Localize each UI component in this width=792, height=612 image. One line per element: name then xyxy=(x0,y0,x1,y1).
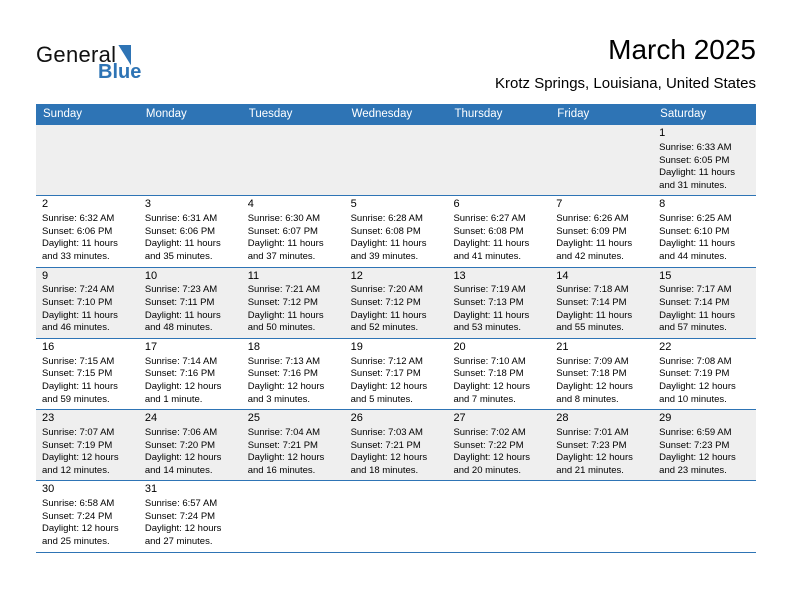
day-number: 31 xyxy=(144,483,158,496)
day-number: 5 xyxy=(350,198,357,211)
sunrise-text: Sunrise: 6:27 AM xyxy=(453,213,526,225)
sunset-text: Sunset: 7:23 PM xyxy=(556,439,627,451)
daylight-text-line1: Daylight: 12 hours xyxy=(247,452,325,464)
sunrise-text: Sunrise: 7:19 AM xyxy=(453,284,526,296)
daylight-text-line2: and 23 minutes. xyxy=(659,464,727,476)
day-number: 9 xyxy=(42,269,49,282)
daylight-text-line2: and 52 minutes. xyxy=(350,322,419,334)
day-cell-8 xyxy=(653,196,756,266)
day-cell-empty xyxy=(550,125,653,195)
day-cell-11 xyxy=(242,268,345,338)
daylight-text-line1: Daylight: 12 hours xyxy=(556,380,633,392)
daylight-text-line1: Daylight: 11 hours xyxy=(659,167,736,179)
day-number: 30 xyxy=(42,483,55,496)
day-cell-13 xyxy=(447,268,550,338)
sunset-text: Sunset: 7:18 PM xyxy=(556,368,627,380)
sunset-text: Sunset: 7:14 PM xyxy=(659,297,730,309)
daylight-text-line1: Daylight: 11 hours xyxy=(556,238,633,250)
day-cell-14 xyxy=(550,268,653,338)
sunset-text: Sunset: 6:05 PM xyxy=(659,154,730,166)
daylight-text-line2: and 48 minutes. xyxy=(144,322,213,334)
sunset-text: Sunset: 7:17 PM xyxy=(350,368,421,380)
day-cell-12 xyxy=(345,268,448,338)
day-cell-4 xyxy=(242,196,345,266)
sunset-text: Sunset: 7:23 PM xyxy=(659,439,730,451)
weekday-header-monday: Monday xyxy=(145,108,187,121)
daylight-text-line1: Daylight: 11 hours xyxy=(144,238,221,250)
weekday-header-thursday: Thursday xyxy=(454,108,503,121)
week-row-4 xyxy=(36,339,756,410)
daylight-text-line1: Daylight: 11 hours xyxy=(453,309,530,321)
daylight-text-line1: Daylight: 12 hours xyxy=(42,523,119,535)
sunrise-text: Sunrise: 7:23 AM xyxy=(144,284,218,296)
daylight-text-line2: and 7 minutes. xyxy=(453,393,516,405)
daylight-text-line2: and 42 minutes. xyxy=(556,251,624,263)
daylight-text-line1: Daylight: 12 hours xyxy=(144,452,222,464)
daylight-text-line2: and 41 minutes. xyxy=(453,251,522,263)
daylight-text-line2: and 53 minutes. xyxy=(453,322,522,334)
sunrise-text: Sunrise: 7:03 AM xyxy=(350,426,423,438)
day-cell-26 xyxy=(345,410,448,480)
daylight-text-line2: and 18 minutes. xyxy=(350,464,419,476)
daylight-text-line1: Daylight: 12 hours xyxy=(42,452,119,464)
day-cell-28 xyxy=(550,410,653,480)
daylight-text-line1: Daylight: 12 hours xyxy=(247,380,325,392)
sunset-text: Sunset: 7:13 PM xyxy=(453,297,524,309)
day-cell-empty xyxy=(447,481,550,551)
day-number: 28 xyxy=(556,412,569,425)
sunset-text: Sunset: 6:10 PM xyxy=(659,225,730,237)
logo-text-general: General xyxy=(36,42,117,67)
weekday-header-sunday: Sunday xyxy=(43,108,83,121)
daylight-text-line1: Daylight: 11 hours xyxy=(42,309,118,321)
day-cell-empty xyxy=(550,481,653,551)
day-number: 14 xyxy=(556,269,569,282)
day-number: 11 xyxy=(247,269,260,282)
day-cell-20 xyxy=(447,339,550,409)
daylight-text-line1: Daylight: 12 hours xyxy=(350,452,428,464)
day-number: 22 xyxy=(659,340,672,353)
daylight-text-line1: Daylight: 11 hours xyxy=(556,309,633,321)
sunset-text: Sunset: 7:16 PM xyxy=(247,368,318,380)
sunrise-text: Sunrise: 6:58 AM xyxy=(42,498,115,510)
sunrise-text: Sunrise: 6:33 AM xyxy=(659,141,732,153)
daylight-text-line1: Daylight: 12 hours xyxy=(453,452,531,464)
week-row-3 xyxy=(36,268,756,339)
sunset-text: Sunset: 7:15 PM xyxy=(42,368,113,380)
sunset-text: Sunset: 6:08 PM xyxy=(453,225,524,237)
day-number: 1 xyxy=(659,127,666,140)
sunset-text: Sunset: 6:06 PM xyxy=(144,225,216,237)
day-cell-15 xyxy=(653,268,756,338)
daylight-text-line2: and 46 minutes. xyxy=(42,322,110,334)
daylight-text-line1: Daylight: 12 hours xyxy=(659,380,736,392)
day-number: 6 xyxy=(453,198,460,211)
day-number: 3 xyxy=(144,198,151,211)
weekday-header-row xyxy=(36,104,756,125)
sunrise-text: Sunrise: 7:06 AM xyxy=(144,426,218,438)
day-cell-16 xyxy=(36,339,139,409)
sunset-text: Sunset: 6:06 PM xyxy=(42,225,113,237)
sunset-text: Sunset: 7:12 PM xyxy=(247,297,318,309)
sunrise-text: Sunrise: 7:09 AM xyxy=(556,355,629,367)
weekday-header-wednesday: Wednesday xyxy=(351,108,413,121)
sunrise-text: Sunrise: 6:32 AM xyxy=(42,213,115,225)
sunrise-text: Sunrise: 7:12 AM xyxy=(350,355,423,367)
sunrise-text: Sunrise: 6:59 AM xyxy=(659,426,732,438)
daylight-text-line2: and 33 minutes. xyxy=(42,251,110,263)
sunrise-text: Sunrise: 7:01 AM xyxy=(556,426,629,438)
day-number: 17 xyxy=(144,340,158,353)
day-cell-empty xyxy=(653,481,756,551)
daylight-text-line2: and 1 minute. xyxy=(144,393,203,405)
daylight-text-line2: and 31 minutes. xyxy=(659,179,727,191)
sunset-text: Sunset: 6:09 PM xyxy=(556,225,627,237)
sunrise-text: Sunrise: 7:15 AM xyxy=(42,355,115,367)
daylight-text-line2: and 44 minutes. xyxy=(659,251,727,263)
day-cell-7 xyxy=(550,196,653,266)
weekday-header-tuesday: Tuesday xyxy=(248,108,293,121)
sunset-text: Sunset: 6:08 PM xyxy=(350,225,421,237)
day-cell-2 xyxy=(36,196,139,266)
day-cell-10 xyxy=(139,268,242,338)
day-cell-29 xyxy=(653,410,756,480)
daylight-text-line2: and 27 minutes. xyxy=(144,536,213,548)
day-cell-6 xyxy=(447,196,550,266)
daylight-text-line2: and 3 minutes. xyxy=(247,393,311,405)
sunset-text: Sunset: 7:19 PM xyxy=(42,439,113,451)
logo-text-blue: Blue xyxy=(98,61,142,83)
sunset-text: Sunset: 7:21 PM xyxy=(350,439,421,451)
sunset-text: Sunset: 7:18 PM xyxy=(453,368,524,380)
daylight-text-line1: Daylight: 12 hours xyxy=(453,380,531,392)
day-number: 4 xyxy=(247,198,254,211)
day-cell-empty xyxy=(447,125,550,195)
daylight-text-line1: Daylight: 11 hours xyxy=(42,238,118,250)
daylight-text-line1: Daylight: 11 hours xyxy=(659,309,736,321)
sunrise-text: Sunrise: 7:14 AM xyxy=(144,355,218,367)
sunset-text: Sunset: 7:12 PM xyxy=(350,297,421,309)
day-number: 27 xyxy=(453,412,466,425)
day-number: 13 xyxy=(453,269,466,282)
week-row-1 xyxy=(36,125,756,196)
sunrise-text: Sunrise: 6:25 AM xyxy=(659,213,732,225)
sunset-text: Sunset: 7:21 PM xyxy=(247,439,318,451)
weekday-header-friday: Friday xyxy=(557,108,590,121)
sunrise-text: Sunrise: 6:30 AM xyxy=(247,213,321,225)
day-number: 18 xyxy=(247,340,260,353)
week-row-2 xyxy=(36,196,756,267)
daylight-text-line2: and 10 minutes. xyxy=(659,393,727,405)
daylight-text-line1: Daylight: 12 hours xyxy=(556,452,633,464)
daylight-text-line1: Daylight: 12 hours xyxy=(144,380,222,392)
daylight-text-line2: and 16 minutes. xyxy=(247,464,316,476)
day-cell-25 xyxy=(242,410,345,480)
day-number: 10 xyxy=(144,269,158,282)
daylight-text-line1: Daylight: 11 hours xyxy=(659,238,736,250)
week-row-5 xyxy=(36,410,756,481)
day-cell-empty xyxy=(36,125,139,195)
sunrise-text: Sunrise: 7:07 AM xyxy=(42,426,115,438)
sunset-text: Sunset: 7:24 PM xyxy=(42,510,113,522)
general-blue-logo xyxy=(36,44,176,82)
daylight-text-line2: and 8 minutes. xyxy=(556,393,619,405)
day-number: 26 xyxy=(350,412,363,425)
day-cell-empty xyxy=(242,481,345,551)
day-cell-30 xyxy=(36,481,139,551)
daylight-text-line2: and 20 minutes. xyxy=(453,464,522,476)
day-cell-5 xyxy=(345,196,448,266)
sunset-text: Sunset: 7:22 PM xyxy=(453,439,524,451)
sunrise-text: Sunrise: 7:02 AM xyxy=(453,426,526,438)
daylight-text-line1: Daylight: 11 hours xyxy=(350,309,427,321)
sunset-text: Sunset: 7:19 PM xyxy=(659,368,730,380)
daylight-text-line2: and 35 minutes. xyxy=(144,251,213,263)
day-number: 12 xyxy=(350,269,363,282)
daylight-text-line2: and 57 minutes. xyxy=(659,322,727,334)
sunrise-text: Sunrise: 6:57 AM xyxy=(144,498,218,510)
day-cell-empty xyxy=(345,481,448,551)
day-number: 16 xyxy=(42,340,55,353)
daylight-text-line2: and 25 minutes. xyxy=(42,536,110,548)
daylight-text-line1: Daylight: 11 hours xyxy=(350,238,427,250)
sunrise-text: Sunrise: 7:04 AM xyxy=(247,426,321,438)
day-cell-empty xyxy=(242,125,345,195)
day-cell-22 xyxy=(653,339,756,409)
daylight-text-line1: Daylight: 12 hours xyxy=(144,523,222,535)
daylight-text-line1: Daylight: 11 hours xyxy=(144,309,221,321)
page-header xyxy=(0,0,792,92)
weekday-header-saturday: Saturday xyxy=(660,108,707,121)
day-cell-27 xyxy=(447,410,550,480)
day-cell-empty xyxy=(139,125,242,195)
daylight-text-line1: Daylight: 11 hours xyxy=(453,238,530,250)
day-number: 24 xyxy=(144,412,158,425)
day-number: 21 xyxy=(556,340,569,353)
day-number: 8 xyxy=(659,198,666,211)
day-cell-empty xyxy=(345,125,448,195)
sunrise-text: Sunrise: 7:13 AM xyxy=(247,355,321,367)
sunset-text: Sunset: 7:24 PM xyxy=(144,510,216,522)
sunrise-text: Sunrise: 6:28 AM xyxy=(350,213,423,225)
day-cell-31 xyxy=(139,481,242,551)
daylight-text-line2: and 5 minutes. xyxy=(350,393,413,405)
month-title: March 2025 xyxy=(608,34,756,65)
daylight-text-line1: Daylight: 11 hours xyxy=(42,380,118,392)
day-cell-17 xyxy=(139,339,242,409)
sunset-text: Sunset: 7:20 PM xyxy=(144,439,216,451)
sunset-text: Sunset: 7:14 PM xyxy=(556,297,627,309)
week-row-6 xyxy=(36,481,756,552)
daylight-text-line2: and 14 minutes. xyxy=(144,464,213,476)
day-cell-18 xyxy=(242,339,345,409)
day-cell-1 xyxy=(653,125,756,195)
daylight-text-line2: and 50 minutes. xyxy=(247,322,316,334)
sunset-text: Sunset: 7:16 PM xyxy=(144,368,216,380)
sunset-text: Sunset: 7:11 PM xyxy=(144,297,215,309)
weeks-container xyxy=(36,125,756,553)
sunrise-text: Sunrise: 7:10 AM xyxy=(453,355,526,367)
sunrise-text: Sunrise: 7:08 AM xyxy=(659,355,732,367)
sunrise-text: Sunrise: 7:17 AM xyxy=(659,284,732,296)
daylight-text-line1: Daylight: 12 hours xyxy=(659,452,736,464)
daylight-text-line1: Daylight: 11 hours xyxy=(247,309,324,321)
day-cell-23 xyxy=(36,410,139,480)
sunrise-text: Sunrise: 6:26 AM xyxy=(556,213,629,225)
day-number: 15 xyxy=(659,269,672,282)
day-cell-3 xyxy=(139,196,242,266)
daylight-text-line2: and 55 minutes. xyxy=(556,322,624,334)
day-number: 7 xyxy=(556,198,563,211)
title-block xyxy=(495,34,756,92)
sunrise-text: Sunrise: 7:20 AM xyxy=(350,284,423,296)
daylight-text-line2: and 39 minutes. xyxy=(350,251,419,263)
sunset-text: Sunset: 6:07 PM xyxy=(247,225,318,237)
daylight-text-line2: and 21 minutes. xyxy=(556,464,624,476)
sunrise-text: Sunrise: 6:31 AM xyxy=(144,213,218,225)
sunrise-text: Sunrise: 7:21 AM xyxy=(247,284,321,296)
day-number: 20 xyxy=(453,340,466,353)
location-subtitle: Krotz Springs, Louisiana, United States xyxy=(495,75,756,93)
calendar-grid xyxy=(36,104,756,553)
day-number: 23 xyxy=(42,412,55,425)
day-number: 2 xyxy=(42,198,49,211)
day-number: 19 xyxy=(350,340,363,353)
day-cell-21 xyxy=(550,339,653,409)
sunrise-text: Sunrise: 7:18 AM xyxy=(556,284,629,296)
daylight-text-line2: and 59 minutes. xyxy=(42,393,110,405)
day-cell-9 xyxy=(36,268,139,338)
daylight-text-line1: Daylight: 12 hours xyxy=(350,380,428,392)
daylight-text-line2: and 12 minutes. xyxy=(42,464,110,476)
day-number: 29 xyxy=(659,412,672,425)
sunrise-text: Sunrise: 7:24 AM xyxy=(42,284,115,296)
daylight-text-line1: Daylight: 11 hours xyxy=(247,238,324,250)
sunset-text: Sunset: 7:10 PM xyxy=(42,297,113,309)
daylight-text-line2: and 37 minutes. xyxy=(247,251,316,263)
day-cell-24 xyxy=(139,410,242,480)
day-cell-19 xyxy=(345,339,448,409)
day-number: 25 xyxy=(247,412,260,425)
